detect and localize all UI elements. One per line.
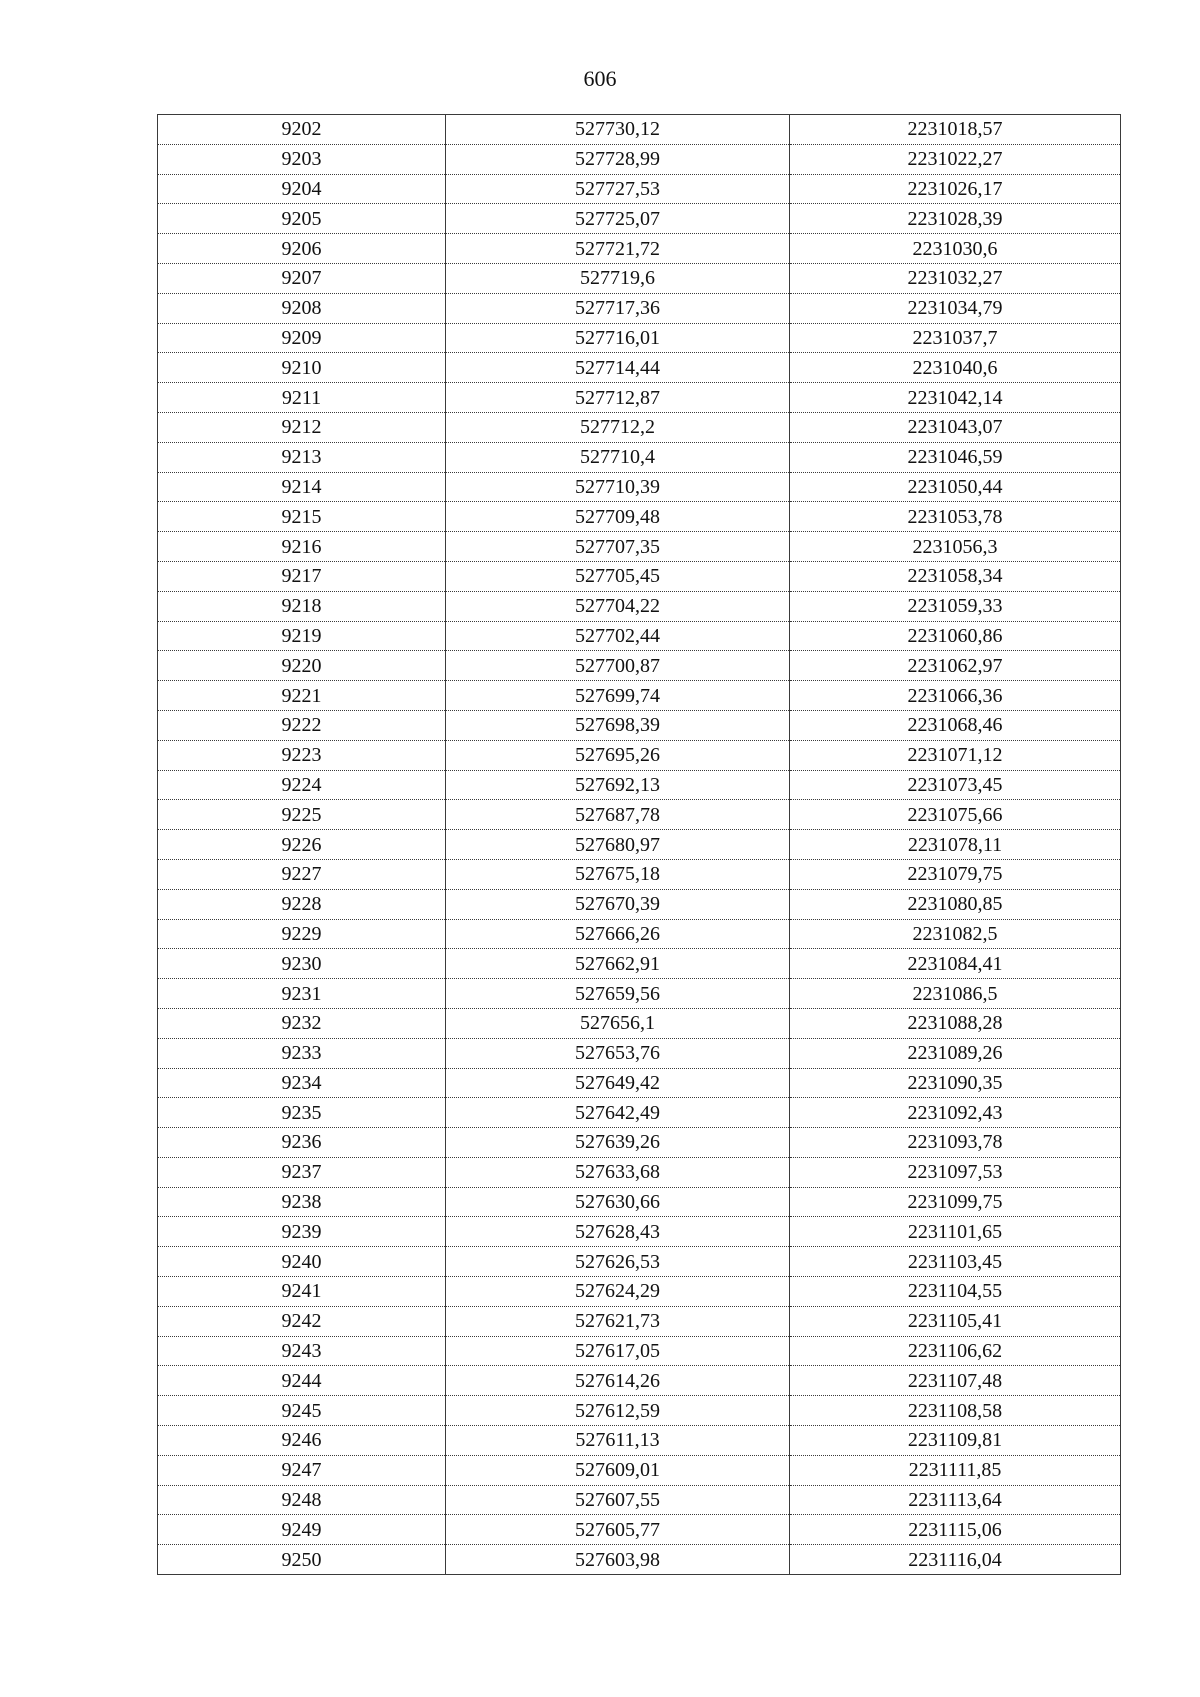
x-coordinate-cell: 527659,56 <box>446 979 790 1009</box>
point-number-cell: 9235 <box>158 1098 446 1128</box>
point-number-cell: 9206 <box>158 234 446 264</box>
table-row <box>158 234 1121 264</box>
table-row <box>158 949 1121 979</box>
table-row <box>158 1187 1121 1217</box>
point-number-cell: 9215 <box>158 502 446 532</box>
y-coordinate-cell: 2231042,14 <box>790 383 1121 413</box>
table-row <box>158 651 1121 681</box>
x-coordinate-cell: 527666,26 <box>446 919 790 949</box>
table-row <box>158 859 1121 889</box>
table-row <box>158 174 1121 204</box>
y-coordinate-cell: 2231093,78 <box>790 1128 1121 1158</box>
y-coordinate-cell: 2231109,81 <box>790 1426 1121 1456</box>
x-coordinate-cell: 527719,6 <box>446 263 790 293</box>
x-coordinate-cell: 527621,73 <box>446 1306 790 1336</box>
x-coordinate-cell: 527628,43 <box>446 1217 790 1247</box>
table-row <box>158 383 1121 413</box>
table-row <box>158 740 1121 770</box>
y-coordinate-cell: 2231030,6 <box>790 234 1121 264</box>
x-coordinate-cell: 527716,01 <box>446 323 790 353</box>
table-row <box>158 1515 1121 1545</box>
x-coordinate-cell: 527710,4 <box>446 442 790 472</box>
y-coordinate-cell: 2231104,55 <box>790 1277 1121 1307</box>
table-row <box>158 1098 1121 1128</box>
x-coordinate-cell: 527626,53 <box>446 1247 790 1277</box>
x-coordinate-cell: 527695,26 <box>446 740 790 770</box>
table-row <box>158 1217 1121 1247</box>
point-number-cell: 9236 <box>158 1128 446 1158</box>
table-row <box>158 1455 1121 1485</box>
y-coordinate-cell: 2231046,59 <box>790 442 1121 472</box>
table-row <box>158 1426 1121 1456</box>
y-coordinate-cell: 2231101,65 <box>790 1217 1121 1247</box>
table-row <box>158 830 1121 860</box>
y-coordinate-cell: 2231082,5 <box>790 919 1121 949</box>
table-row <box>158 591 1121 621</box>
x-coordinate-cell: 527607,55 <box>446 1485 790 1515</box>
y-coordinate-cell: 2231115,06 <box>790 1515 1121 1545</box>
x-coordinate-cell: 527727,53 <box>446 174 790 204</box>
x-coordinate-cell: 527728,99 <box>446 144 790 174</box>
point-number-cell: 9242 <box>158 1306 446 1336</box>
y-coordinate-cell: 2231028,39 <box>790 204 1121 234</box>
point-number-cell: 9231 <box>158 979 446 1009</box>
table-row <box>158 1336 1121 1366</box>
y-coordinate-cell: 2231080,85 <box>790 889 1121 919</box>
y-coordinate-cell: 2231113,64 <box>790 1485 1121 1515</box>
x-coordinate-cell: 527605,77 <box>446 1515 790 1545</box>
table-row <box>158 561 1121 591</box>
x-coordinate-cell: 527709,48 <box>446 502 790 532</box>
x-coordinate-cell: 527662,91 <box>446 949 790 979</box>
y-coordinate-cell: 2231062,97 <box>790 651 1121 681</box>
table-row <box>158 1068 1121 1098</box>
point-number-cell: 9245 <box>158 1396 446 1426</box>
x-coordinate-cell: 527656,1 <box>446 1008 790 1038</box>
y-coordinate-cell: 2231071,12 <box>790 740 1121 770</box>
page-number: 606 <box>583 66 617 91</box>
y-coordinate-cell: 2231079,75 <box>790 859 1121 889</box>
point-number-cell: 9226 <box>158 830 446 860</box>
table-row <box>158 353 1121 383</box>
x-coordinate-cell: 527611,13 <box>446 1426 790 1456</box>
y-coordinate-cell: 2231026,17 <box>790 174 1121 204</box>
coordinates-table <box>157 114 1121 1575</box>
x-coordinate-cell: 527714,44 <box>446 353 790 383</box>
table-row <box>158 293 1121 323</box>
point-number-cell: 9243 <box>158 1336 446 1366</box>
y-coordinate-cell: 2231058,34 <box>790 561 1121 591</box>
y-coordinate-cell: 2231089,26 <box>790 1038 1121 1068</box>
table-row <box>158 979 1121 1009</box>
table-row <box>158 263 1121 293</box>
y-coordinate-cell: 2231059,33 <box>790 591 1121 621</box>
y-coordinate-cell: 2231068,46 <box>790 710 1121 740</box>
x-coordinate-cell: 527642,49 <box>446 1098 790 1128</box>
y-coordinate-cell: 2231090,35 <box>790 1068 1121 1098</box>
x-coordinate-cell: 527630,66 <box>446 1187 790 1217</box>
x-coordinate-cell: 527702,44 <box>446 621 790 651</box>
table-row <box>158 710 1121 740</box>
table-row <box>158 1157 1121 1187</box>
point-number-cell: 9202 <box>158 115 446 145</box>
point-number-cell: 9212 <box>158 412 446 442</box>
table-row <box>158 681 1121 711</box>
point-number-cell: 9229 <box>158 919 446 949</box>
y-coordinate-cell: 2231111,85 <box>790 1455 1121 1485</box>
point-number-cell: 9207 <box>158 263 446 293</box>
point-number-cell: 9214 <box>158 472 446 502</box>
point-number-cell: 9238 <box>158 1187 446 1217</box>
point-number-cell: 9203 <box>158 144 446 174</box>
table-row <box>158 442 1121 472</box>
table-row <box>158 1277 1121 1307</box>
x-coordinate-cell: 527725,07 <box>446 204 790 234</box>
point-number-cell: 9247 <box>158 1455 446 1485</box>
y-coordinate-cell: 2231103,45 <box>790 1247 1121 1277</box>
table-row <box>158 502 1121 532</box>
x-coordinate-cell: 527710,39 <box>446 472 790 502</box>
y-coordinate-cell: 2231066,36 <box>790 681 1121 711</box>
point-number-cell: 9218 <box>158 591 446 621</box>
table-row <box>158 800 1121 830</box>
x-coordinate-cell: 527700,87 <box>446 651 790 681</box>
point-number-cell: 9250 <box>158 1545 446 1575</box>
x-coordinate-cell: 527653,76 <box>446 1038 790 1068</box>
x-coordinate-cell: 527612,59 <box>446 1396 790 1426</box>
point-number-cell: 9233 <box>158 1038 446 1068</box>
point-number-cell: 9204 <box>158 174 446 204</box>
y-coordinate-cell: 2231034,79 <box>790 293 1121 323</box>
y-coordinate-cell: 2231088,28 <box>790 1008 1121 1038</box>
x-coordinate-cell: 527721,72 <box>446 234 790 264</box>
point-number-cell: 9246 <box>158 1426 446 1456</box>
y-coordinate-cell: 2231078,11 <box>790 830 1121 860</box>
table-row <box>158 412 1121 442</box>
point-number-cell: 9234 <box>158 1068 446 1098</box>
x-coordinate-cell: 527649,42 <box>446 1068 790 1098</box>
y-coordinate-cell: 2231043,07 <box>790 412 1121 442</box>
table-row <box>158 1306 1121 1336</box>
point-number-cell: 9240 <box>158 1247 446 1277</box>
point-number-cell: 9205 <box>158 204 446 234</box>
x-coordinate-cell: 527717,36 <box>446 293 790 323</box>
point-number-cell: 9244 <box>158 1366 446 1396</box>
y-coordinate-cell: 2231116,04 <box>790 1545 1121 1575</box>
y-coordinate-cell: 2231050,44 <box>790 472 1121 502</box>
x-coordinate-cell: 527603,98 <box>446 1545 790 1575</box>
table-row <box>158 1008 1121 1038</box>
y-coordinate-cell: 2231056,3 <box>790 532 1121 562</box>
y-coordinate-cell: 2231040,6 <box>790 353 1121 383</box>
y-coordinate-cell: 2231084,41 <box>790 949 1121 979</box>
table-row <box>158 1545 1121 1575</box>
x-coordinate-cell: 527705,45 <box>446 561 790 591</box>
point-number-cell: 9225 <box>158 800 446 830</box>
x-coordinate-cell: 527707,35 <box>446 532 790 562</box>
point-number-cell: 9211 <box>158 383 446 413</box>
point-number-cell: 9216 <box>158 532 446 562</box>
x-coordinate-cell: 527617,05 <box>446 1336 790 1366</box>
point-number-cell: 9213 <box>158 442 446 472</box>
table-row <box>158 204 1121 234</box>
y-coordinate-cell: 2231107,48 <box>790 1366 1121 1396</box>
table-row <box>158 1396 1121 1426</box>
x-coordinate-cell: 527687,78 <box>446 800 790 830</box>
point-number-cell: 9223 <box>158 740 446 770</box>
y-coordinate-cell: 2231060,86 <box>790 621 1121 651</box>
point-number-cell: 9221 <box>158 681 446 711</box>
x-coordinate-cell: 527692,13 <box>446 770 790 800</box>
y-coordinate-cell: 2231108,58 <box>790 1396 1121 1426</box>
point-number-cell: 9217 <box>158 561 446 591</box>
table-row <box>158 770 1121 800</box>
y-coordinate-cell: 2231105,41 <box>790 1306 1121 1336</box>
x-coordinate-cell: 527639,26 <box>446 1128 790 1158</box>
table-row <box>158 1247 1121 1277</box>
x-coordinate-cell: 527712,2 <box>446 412 790 442</box>
y-coordinate-cell: 2231092,43 <box>790 1098 1121 1128</box>
point-number-cell: 9219 <box>158 621 446 651</box>
point-number-cell: 9220 <box>158 651 446 681</box>
x-coordinate-cell: 527633,68 <box>446 1157 790 1187</box>
y-coordinate-cell: 2231097,53 <box>790 1157 1121 1187</box>
y-coordinate-cell: 2231086,5 <box>790 979 1121 1009</box>
x-coordinate-cell: 527614,26 <box>446 1366 790 1396</box>
table-row <box>158 889 1121 919</box>
table-row <box>158 144 1121 174</box>
y-coordinate-cell: 2231099,75 <box>790 1187 1121 1217</box>
x-coordinate-cell: 527730,12 <box>446 115 790 145</box>
point-number-cell: 9241 <box>158 1277 446 1307</box>
x-coordinate-cell: 527675,18 <box>446 859 790 889</box>
x-coordinate-cell: 527699,74 <box>446 681 790 711</box>
point-number-cell: 9232 <box>158 1008 446 1038</box>
table-row <box>158 621 1121 651</box>
y-coordinate-cell: 2231032,27 <box>790 263 1121 293</box>
point-number-cell: 9237 <box>158 1157 446 1187</box>
x-coordinate-cell: 527680,97 <box>446 830 790 860</box>
y-coordinate-cell: 2231037,7 <box>790 323 1121 353</box>
table-row <box>158 1038 1121 1068</box>
y-coordinate-cell: 2231018,57 <box>790 115 1121 145</box>
table-row <box>158 1366 1121 1396</box>
x-coordinate-cell: 527624,29 <box>446 1277 790 1307</box>
point-number-cell: 9230 <box>158 949 446 979</box>
x-coordinate-cell: 527609,01 <box>446 1455 790 1485</box>
point-number-cell: 9224 <box>158 770 446 800</box>
table-row <box>158 1485 1121 1515</box>
y-coordinate-cell: 2231106,62 <box>790 1336 1121 1366</box>
table-row <box>158 919 1121 949</box>
point-number-cell: 9249 <box>158 1515 446 1545</box>
x-coordinate-cell: 527670,39 <box>446 889 790 919</box>
point-number-cell: 9239 <box>158 1217 446 1247</box>
table-row <box>158 115 1121 145</box>
x-coordinate-cell: 527712,87 <box>446 383 790 413</box>
point-number-cell: 9228 <box>158 889 446 919</box>
y-coordinate-cell: 2231073,45 <box>790 770 1121 800</box>
table-row <box>158 532 1121 562</box>
point-number-cell: 9222 <box>158 710 446 740</box>
y-coordinate-cell: 2231075,66 <box>790 800 1121 830</box>
point-number-cell: 9210 <box>158 353 446 383</box>
y-coordinate-cell: 2231022,27 <box>790 144 1121 174</box>
table-row <box>158 323 1121 353</box>
y-coordinate-cell: 2231053,78 <box>790 502 1121 532</box>
x-coordinate-cell: 527698,39 <box>446 710 790 740</box>
coordinates-table-body <box>158 115 1121 1575</box>
point-number-cell: 9227 <box>158 859 446 889</box>
point-number-cell: 9208 <box>158 293 446 323</box>
table-row <box>158 1128 1121 1158</box>
point-number-cell: 9209 <box>158 323 446 353</box>
x-coordinate-cell: 527704,22 <box>446 591 790 621</box>
point-number-cell: 9248 <box>158 1485 446 1515</box>
table-row <box>158 472 1121 502</box>
